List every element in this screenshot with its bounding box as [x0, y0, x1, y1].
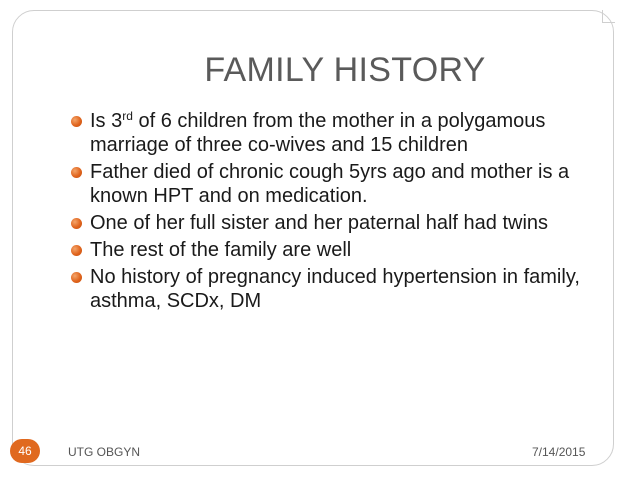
- bullet-text-part: of 6 children from the mother in a polygamous marriage of three co-wives and 15 children: [90, 110, 546, 156]
- bullet-icon: [71, 272, 82, 283]
- bullet-item: [70, 160, 610, 208]
- footer-label: UTG OBGYN: [68, 445, 141, 459]
- bullet-text: No history of pregnancy induced hypertension in family, asthma, SCDx, DM: [90, 266, 580, 312]
- footer-date: 7/14/2015: [532, 445, 586, 459]
- bullet-icon: [71, 218, 82, 229]
- bullet-icon: [71, 116, 82, 127]
- bullet-text-part: Is 3: [90, 110, 123, 132]
- bullet-list: [70, 109, 610, 316]
- corner-fold-mark: [602, 10, 615, 23]
- bullet-text: The rest of the family are well: [90, 239, 352, 261]
- bullet-icon: [71, 245, 82, 256]
- bullet-icon: [71, 167, 82, 178]
- bullet-item: [70, 265, 610, 313]
- bullet-item: [70, 109, 610, 157]
- bullet-text: Father died of chronic cough 5yrs ago and mother is a known HPT and on medication.: [90, 161, 570, 207]
- bullet-superscript: rd: [122, 109, 133, 123]
- slide-title: FAMILY HISTORY: [204, 51, 486, 89]
- bullet-item: [70, 211, 610, 235]
- bullet-item: [70, 238, 610, 262]
- bullet-text: One of her full sister and her paternal half had twins: [90, 212, 549, 234]
- page-number-badge: 46: [10, 439, 40, 463]
